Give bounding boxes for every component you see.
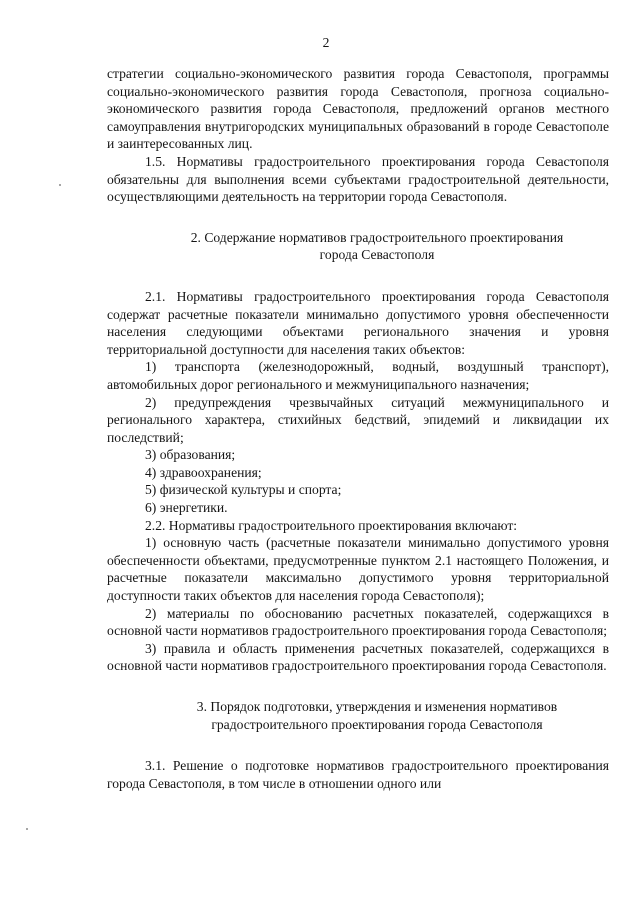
paragraph-1-5: 1.5. Нормативы градостроительного проектирования города Севастополя обязательны для выполнения всеми субъектами градостроительной деятельности, осуществляющими деятельность на территории города Севастополя. (107, 153, 609, 205)
scan-dot (26, 828, 28, 830)
list-item-2-1-6: 6) энергетики. (145, 500, 228, 516)
scan-dot (59, 184, 61, 186)
section-2-heading (107, 229, 609, 264)
section-3-heading-line2: градостроительного проектирования города Севастополя (211, 716, 543, 732)
list-item-2-2-3: 3) правила и область применения расчетных показателей, содержащихся в основной части нормативов градостроительного проектирования города Севастополя. (107, 640, 609, 674)
page-number: 2 (322, 35, 330, 50)
paragraph-3-1: 3.1. Решение о подготовке нормативов градостроительного проектирования города Севастополя, в том числе в отношении одного или (107, 758, 609, 791)
paragraph-2-2: 2.2. Нормативы градостроительного проектирования включают: (145, 517, 518, 533)
list-item-2-1-5: 5) физической культуры и спорта; (145, 482, 342, 498)
paragraph-2-1: 2.1. Нормативы градостроительного проектирования города Севастополя содержат расчетные показатели минимально допустимого уровня обеспеченности населения следующими объектами регионального значения и уровня территориальной доступности для населения таких объектов: (107, 288, 609, 357)
list-item-2-1-1: 1) транспорта (железнодорожный, водный, воздушный транспорт), автомобильных дорог регионального и межмуниципального назначения; (107, 359, 609, 392)
section-3-heading (107, 698, 609, 733)
list-item-2-2-2: 2) материалы по обоснованию расчетных показателей, содержащихся в основной части нормативов градостроительного проектирования города Севастополя; (107, 605, 609, 639)
list-item-2-1-3: 3) образования; (145, 447, 236, 463)
list-item-2-1-4: 4) здравоохранения; (145, 464, 262, 480)
section-2-heading-line1: 2. Содержание нормативов градостроительного проектирования (190, 229, 564, 245)
section-3-heading-line1: 3. Порядок подготовки, утверждения и изменения нормативов (196, 699, 558, 714)
document-body (107, 65, 609, 792)
list-item-2-1-2: 2) предупреждения чрезвычайных ситуаций межмуниципального и регионального характера, стихийных бедствий, эпидемий и ликвидации их последствий; (107, 394, 609, 445)
list-item-2-2-1: 1) основную часть (расчетные показатели минимально допустимого уровня обеспеченности объектами, предусмотренные пунктом 2.1 настоящего Положения, и расчетные показатели максимально допустимого уровня территориальной доступности таких объектов для населения города Севастополя); (107, 535, 609, 604)
section-2-heading-line2: города Севастополя (319, 247, 435, 263)
intro-paragraph: стратегии социально-экономического развития города Севастополя, программы социально-экономического развития города Севастополя, прогноза социально-экономического развития города Севастополя, предложений органов местного самоуправления внутригородских муниципальных образований в городе Севастополе и заинтересованных лиц. (107, 66, 609, 152)
